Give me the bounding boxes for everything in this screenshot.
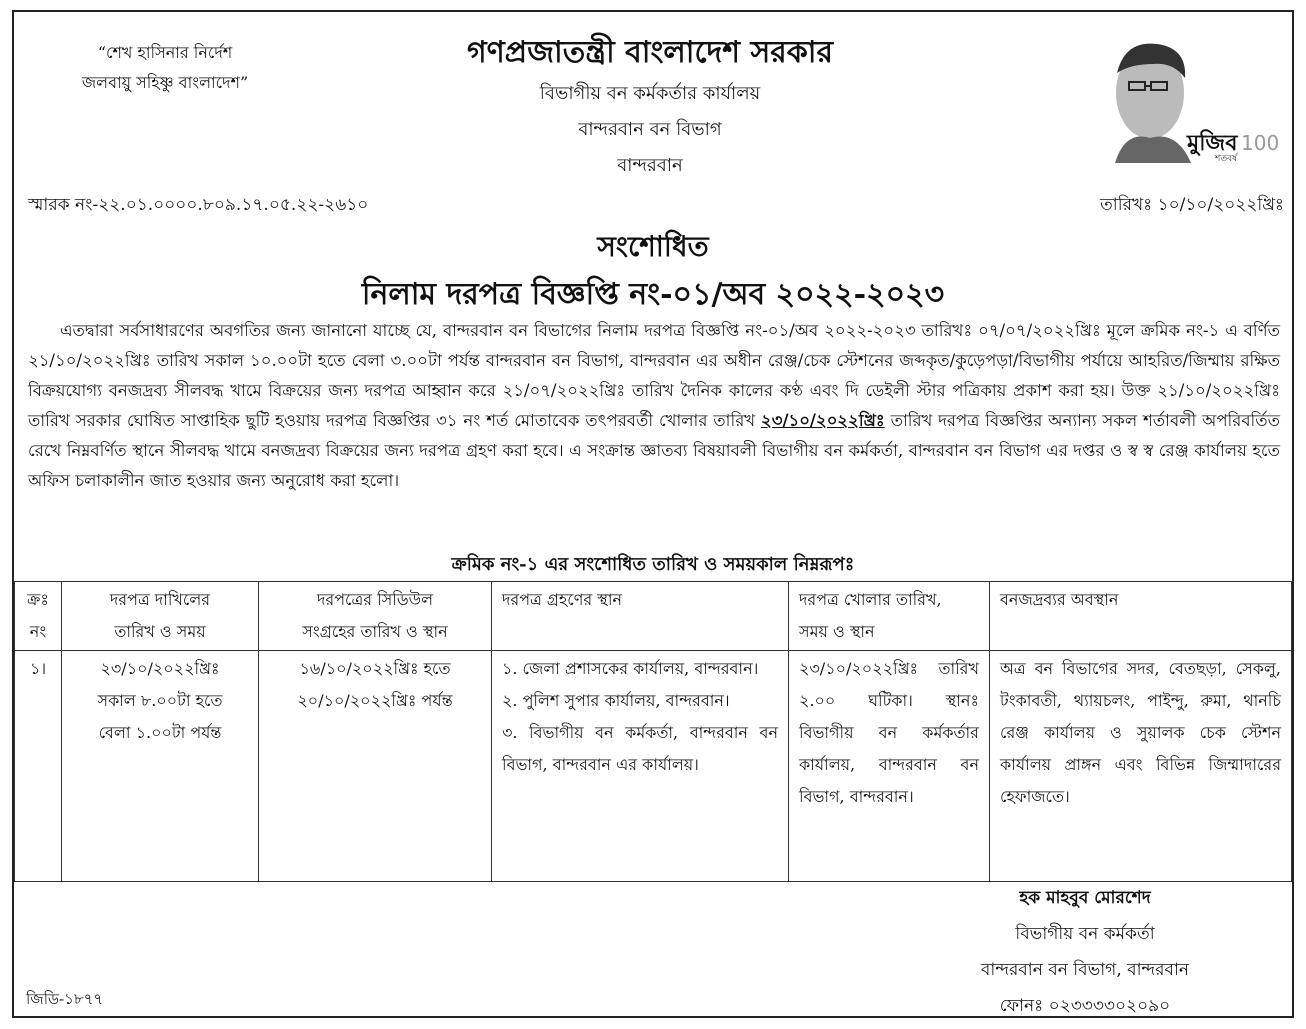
cell-schedule: ১৬/১০/২০২২খ্রিঃ হতে ২০/১০/২০২২খ্রিঃ পর্যন্ত <box>259 651 492 882</box>
place-name: বান্দরবান <box>617 155 683 176</box>
government-name: গণপ্রজাতন্ত্রী বাংলাদেশ সরকার <box>467 35 833 70</box>
header-schedule: দরপত্রের সিডিউল সংগ্রহের তারিখ ও স্থান <box>259 582 492 651</box>
office-name: বিভাগীয় বন কর্মকর্তার কার্যালয় <box>539 83 761 104</box>
ad-code: জিডি-১৮৭৭ <box>26 990 104 1008</box>
svg-text:শতবর্ষ: শতবর্ষ <box>1215 154 1238 164</box>
memo-number: স্মারক নং-২২.০১.০০০০.৮০৯.১৭.০৫.২২-২৬১০ <box>28 195 369 215</box>
signatory-phone: ফোনঃ ০২৩৩৩৩০২০৯০ <box>999 996 1171 1016</box>
header-submission: দরপত্র দাখিলের তারিখ ও সময় <box>62 582 259 651</box>
table-row <box>15 651 1292 882</box>
notice-date: তারিখঃ ১০/১০/২০২২খ্রিঃ <box>1100 195 1284 215</box>
svg-text:100: 100 <box>1241 131 1280 155</box>
header-serial: ক্রঃ নং <box>15 582 62 651</box>
signatory-designation: বিভাগীয় বন কর্মকর্তা <box>1015 924 1155 944</box>
body-text-part-2: তারিখ দরপত্র বিজ্ঞপ্তির অন্যান্য সকল শর্তাবলী অপরিবর্তিত রেখে নিম্নবর্ণিত স্থানে সীলবদ্ধ খামে বনজদ্রব্য বিক্রয়ের জন্য দরপত্র গ্রহণ করা হবে। এ সংক্রান্ত জ্ঞাতব্য বিষয়াবলী বিভাগীয় বন কর্মকর্তা, বান্দরবান বন বিভাগ এর দপ্তর ও স্ব স্ব রেঞ্জ কার্যালয় হতে অফিস চলাকালীন জাত হওয়ার জন্য অনুরোধ করা হলো। <box>28 411 1281 490</box>
header-opening: দরপত্র খোলার তারিখ, সময় ও স্থান <box>789 582 990 651</box>
slogan-line-2: জলবায়ু সহিষ্ণু বাংলাদেশ” <box>81 73 249 92</box>
cell-opening: ২৩/১০/২০২২খ্রিঃ তারিখ ২.০০ ঘটিকা। স্থানঃ বিভাগীয় বন কর্মকর্তার কার্যালয়, বান্দরবান বন বিভাগ, বান্দরবান। <box>789 651 990 882</box>
cell-serial: ১। <box>15 651 62 882</box>
signatory-office: বান্দরবান বন বিভাগ, বান্দরবান <box>980 960 1190 980</box>
notice-body <box>28 316 1280 496</box>
schedule-table <box>14 581 1292 882</box>
body-text-part-1: এতদ্বারা সর্বসাধারণের অবগতির জন্য জানানো যাচ্ছে যে, বান্দরবান বন বিভাগের নিলাম দরপত্র বিজ্ঞপ্তি নং-০১/অব ২০২২-২০২৩ তারিখঃ ০৭/০৭/২০২২খ্রিঃ মূলে ক্রমিক নং-১ এ বর্ণিত ২১/১০/২০২২খ্রিঃ তারিখ সকাল ১০.০০টা হতে বেলা ৩.০০টা পর্যন্ত বান্দরবান বন বিভাগ, বান্দরবান এর অধীন রেঞ্জ/চেক স্টেশনের জব্দকৃত/কুড়েপড়া/বিভাগীয় পর্যায়ে আহরিত/জিম্মায় রক্ষিত বিক্রয়যোগ্য বনজদ্রব্য সীলবদ্ধ খামে বিক্রয়ের জন্য দরপত্র আহ্বান করে ২১/০৭/২০২২খ্রিঃ তারিখ দৈনিক কালের কণ্ঠ এবং দি ডেইলী স্টার পত্রিকায় প্রকাশ করা হয়। উক্ত ২১/১০/২০২২খ্রিঃ তারিখ সরকার ঘোষিত সাপ্তাহিক ছুটি হওয়ায় দরপত্র বিজ্ঞপ্তির ৩১ নং শর্ত মোতাবেক তৎপরবর্তী খোলার তারিখ <box>28 321 1280 430</box>
table-title: ক্রমিক নং-১ এর সংশোধিত তারিখ ও সময়কাল নিম্নরূপঃ <box>451 554 855 575</box>
signature-block <box>930 880 1240 1024</box>
header-receipt: দরপত্র গ্রহণের স্থান <box>492 582 789 651</box>
mujib-100-logo <box>1095 38 1280 164</box>
cell-receipt-places: ১. জেলা প্রশাসকের কার্যালয়, বান্দরবান। ২. পুলিশ সুপার কার্যালয়, বান্দরবান। ৩. বিভাগীয় বন কর্মকর্তা, বান্দরবান বন বিভাগ, বান্দরবান এর কার্যালয়। <box>492 651 789 882</box>
signatory-name: হক মাহবুব মোরশেদ <box>1019 888 1151 908</box>
table-header-row <box>15 582 1292 651</box>
cell-location: অত্র বন বিভাগের সদর, বেতছড়া, সেকলু, টংকাবতী, থ্যায়চলং, পাইন্দু, রুমা, থানচি রেঞ্জ কার্যালয় ও সুয়ালক চেক স্টেশন কার্যালয় প্রাঙ্গন এবং বিভিন্ন জিম্মাদারের হেফাজতে। <box>990 651 1292 882</box>
header-location: বনজদ্রব্যর অবস্থান <box>990 582 1292 651</box>
revised-title: সংশোধিত <box>597 230 709 263</box>
slogan-line-1: “শেখ হাসিনার নির্দেশ <box>97 43 233 62</box>
opening-date-highlight: ২৩/১০/২০২২খ্রিঃ <box>761 411 885 430</box>
tender-notice-title: নিলাম দরপত্র বিজ্ঞপ্তি নং-০১/অব ২০২২-২০২৩ <box>361 277 945 312</box>
division-name: বান্দরবান বন বিভাগ <box>578 119 722 140</box>
slogan <box>30 38 300 98</box>
letterhead <box>380 30 920 184</box>
svg-text:মুজিব: মুজিব <box>1187 131 1238 156</box>
cell-submission: ২৩/১০/২০২২খ্রিঃ সকাল ৮.০০টা হতে বেলা ১.০০টা পর্যন্ত <box>62 651 259 882</box>
